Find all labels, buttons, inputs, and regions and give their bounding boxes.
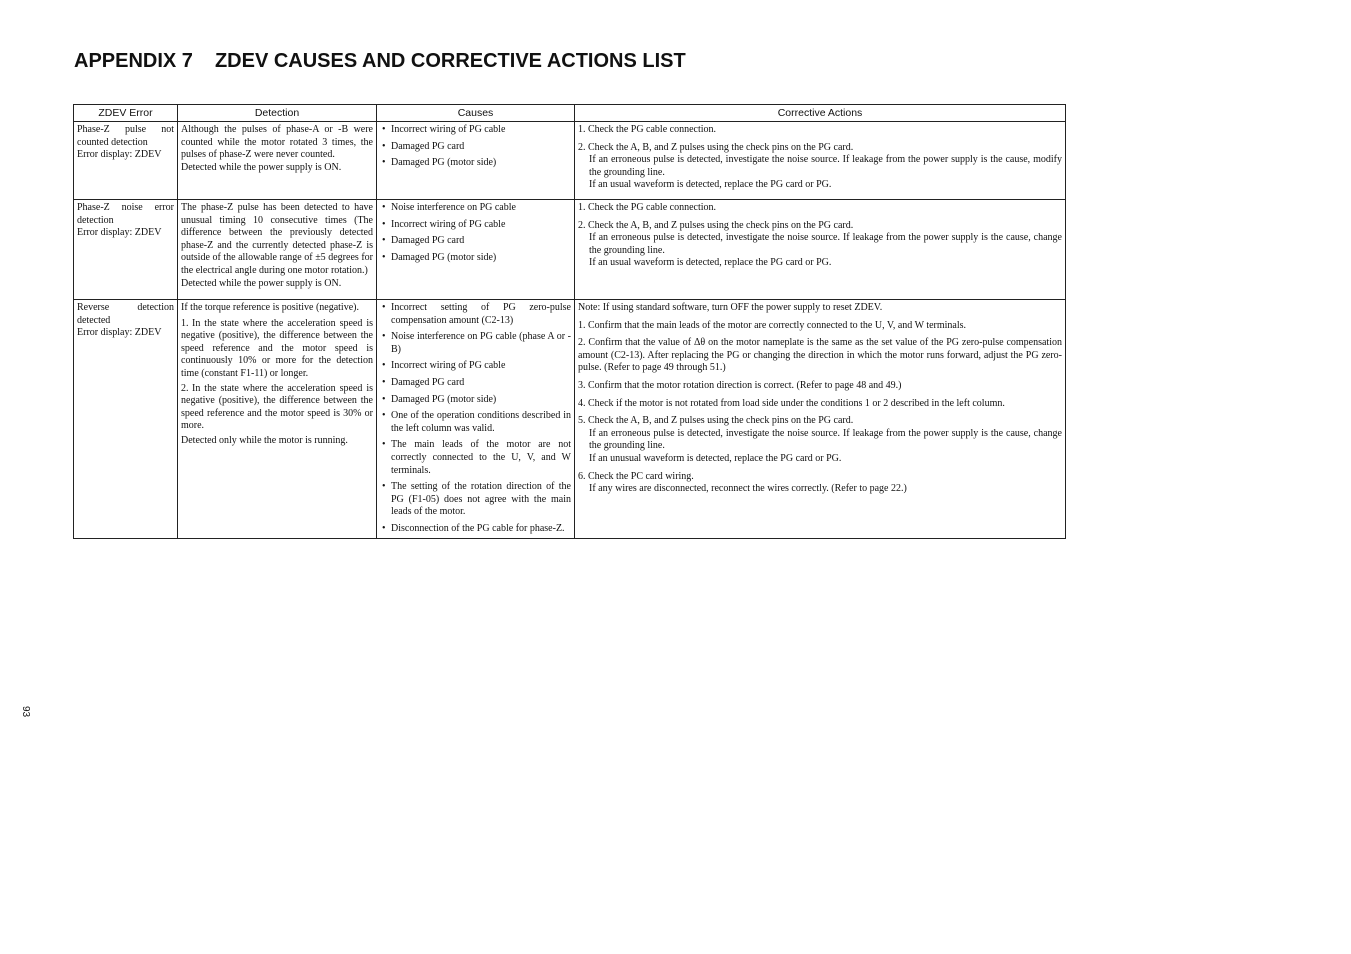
appendix-number: APPENDIX 7	[74, 50, 193, 72]
appendix-title: ZDEV CAUSES AND CORRECTIVE ACTIONS LIST	[214, 50, 686, 72]
detection-when: Detected only while the motor is running.	[181, 434, 348, 446]
header-causes: Causes	[377, 105, 575, 122]
action-text: 1. Confirm that the main leads of the motor are correctly connected to the U, V, and W terminals.	[578, 319, 967, 331]
action-item	[578, 124, 1062, 137]
actions-cell	[575, 200, 1066, 300]
list-item: • Damaged PG (motor side)	[380, 157, 571, 170]
detection-cell	[178, 200, 377, 300]
list-item: • Damaged PG card	[380, 377, 571, 390]
list-item: • The setting of the rotation direction of the PG (F1-05) does not agree with the main leads of the motor.	[380, 481, 571, 519]
action-item	[578, 202, 1062, 215]
action-text: 5. Check the A, B, and Z pulses using the check pins on the PG card.	[578, 415, 854, 427]
action-subtext: If an unusual waveform is detected, replace the PG card or PG.	[589, 452, 842, 464]
condition-item	[181, 383, 373, 433]
action-text: 2. Check the A, B, and Z pulses using the check pins on the PG card.	[578, 219, 854, 231]
detection-cell	[178, 122, 377, 200]
causes-cell	[377, 300, 575, 539]
list-item: • Damaged PG card	[380, 141, 571, 154]
page-title	[74, 50, 686, 73]
header-zdev-error: ZDEV Error	[74, 105, 178, 122]
condition-number: 2.	[181, 382, 189, 394]
error-display: Error display: ZDEV	[77, 149, 162, 161]
action-item	[578, 337, 1062, 375]
error-cell	[74, 200, 178, 300]
list-item: • Damaged PG card	[380, 235, 571, 248]
list-item: • Incorrect wiring of PG cable	[380, 124, 571, 137]
header-corrective-actions: Corrective Actions	[575, 105, 1066, 122]
table-row	[74, 200, 1066, 300]
detection-cell	[178, 300, 377, 539]
action-subtext: If an erroneous pulse is detected, investigate the noise source. If leakage from the power supply is the cause, modify the grounding line.	[589, 154, 1062, 178]
action-item	[578, 142, 1062, 192]
causes-cell	[377, 200, 575, 300]
condition-text: In the state where the acceleration speed is negative (positive), the difference between the speed reference and the motor speed is 30% or more.	[181, 382, 373, 432]
action-subtext: If an usual waveform is detected, replace the PG card or PG.	[589, 179, 832, 191]
action-item	[578, 220, 1062, 270]
action-item	[578, 398, 1062, 411]
action-item	[578, 415, 1062, 465]
header-detection: Detection	[178, 105, 377, 122]
action-text: 2. Confirm that the value of Δθ on the motor nameplate is the same as the set value of the PG zero-pulse compensation amount (C2-13). After replacing the PG or changing the direction in which the motor runs forward, adjust the PG zero-pulse. (Refer to page 49 through 51.)	[578, 337, 1062, 374]
list-item: • Noise interference on PG cable (phase A or -B)	[380, 331, 571, 356]
detection-text: The phase-Z pulse has been detected to have unusual timing 10 consecutive times (The difference between the previously detected phase-Z and the currently detected phase-Z is outside of the allowable range of ±5 degrees for the electrical angle during one motor rotation.)	[181, 202, 373, 276]
error-cell	[74, 300, 178, 539]
error-display: Error display: ZDEV	[77, 227, 162, 239]
detection-when: Detected while the power supply is ON.	[181, 277, 342, 289]
list-item: • Incorrect wiring of PG cable	[380, 360, 571, 373]
error-cell	[74, 122, 178, 200]
causes-cell	[377, 122, 575, 200]
page-number: 93	[20, 706, 31, 718]
list-item: • One of the operation conditions described in the left column was valid.	[380, 410, 571, 435]
action-subtext: If any wires are disconnected, reconnect the wires correctly. (Refer to page 22.)	[589, 483, 907, 495]
action-subtext: If an erroneous pulse is detected, investigate the noise source. If leakage from the power supply is the cause, change the grounding line.	[589, 232, 1062, 256]
condition-text: In the state where the acceleration speed is negative (positive), the difference between the speed reference and the motor speed is continuously 10% or more for the detection time (constant F1-11) or longer.	[181, 317, 373, 379]
list-item: • Incorrect setting of PG zero-pulse compensation amount (C2-13)	[380, 302, 571, 327]
error-name: Phase-Z pulse not counted detection	[77, 124, 174, 148]
actions-cell	[575, 122, 1066, 200]
detection-intro: If the torque reference is positive (negative).	[181, 302, 359, 313]
action-text: 3. Confirm that the motor rotation direction is correct. (Refer to page 48 and 49.)	[578, 379, 902, 391]
zdev-table	[73, 104, 1066, 539]
list-item: • Incorrect wiring of PG cable	[380, 219, 571, 232]
table-row	[74, 300, 1066, 539]
error-name: Phase-Z noise error detection	[77, 202, 174, 226]
action-text: 1. Check the PG cable connection.	[578, 202, 717, 213]
action-item	[578, 320, 1062, 333]
action-subtext: If an usual waveform is detected, replace the PG card or PG.	[589, 257, 832, 269]
condition-number: 1.	[181, 317, 189, 329]
action-note	[578, 302, 1062, 315]
list-item: • Disconnection of the PG cable for phase-Z.	[380, 523, 571, 536]
list-item: • Damaged PG (motor side)	[380, 252, 571, 265]
note-text: Note: If using standard software, turn OFF the power supply to reset ZDEV.	[578, 302, 883, 313]
action-text: 1. Check the PG cable connection.	[578, 124, 717, 135]
actions-cell	[575, 300, 1066, 539]
action-text: 2. Check the A, B, and Z pulses using the check pins on the PG card.	[578, 141, 854, 153]
table-header-row	[74, 105, 1066, 122]
list-item: • Noise interference on PG cable	[380, 202, 571, 215]
detection-text: Although the pulses of phase-A or -B were counted while the motor rotated 3 times, the pulses of phase-Z were never counted.	[181, 124, 373, 161]
error-display: Error display: ZDEV	[77, 327, 162, 339]
action-item	[578, 471, 1062, 496]
action-item	[578, 380, 1062, 393]
detection-when: Detected while the power supply is ON.	[181, 161, 342, 173]
list-item: • The main leads of the motor are not correctly connected to the U, V, and W terminals.	[380, 439, 571, 477]
action-text: 6. Check the PC card wiring.	[578, 470, 694, 482]
list-item: • Damaged PG (motor side)	[380, 394, 571, 407]
condition-item	[181, 318, 373, 381]
action-subtext: If an erroneous pulse is detected, investigate the noise source. If leakage from the power supply is the cause, change the grounding line.	[589, 427, 1062, 452]
error-name: Reverse detection detected	[77, 302, 174, 326]
action-text: 4. Check if the motor is not rotated from load side under the conditions 1 or 2 described in the left column.	[578, 397, 1005, 409]
table-row	[74, 122, 1066, 200]
